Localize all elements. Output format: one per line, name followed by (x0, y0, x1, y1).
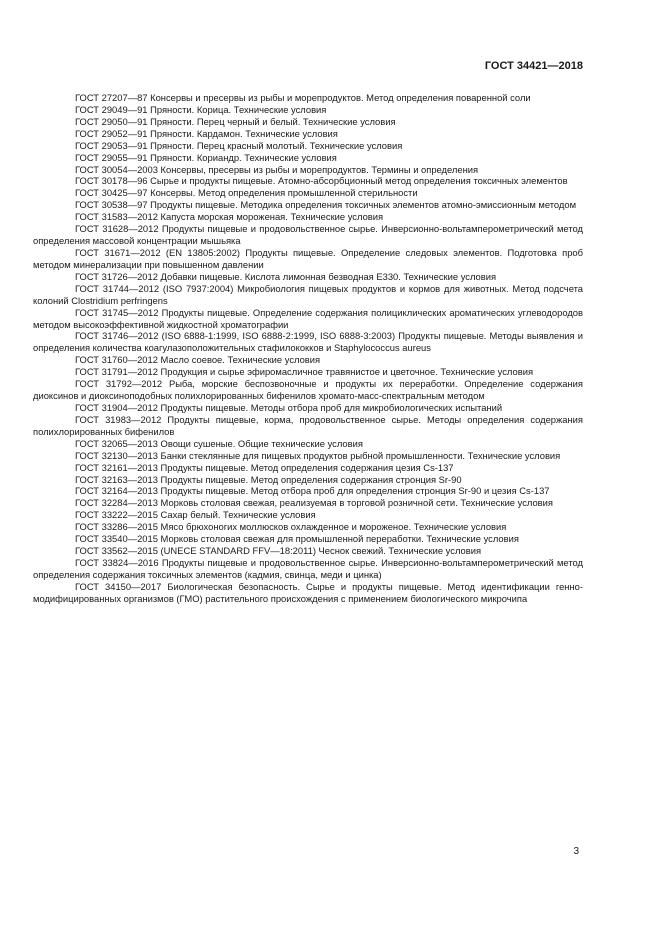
page-number: 3 (573, 846, 579, 857)
reference-item: ГОСТ 33222—2015 Сахар белый. Технические условия (75, 509, 316, 521)
reference-item: ГОСТ 32065—2013 Овощи сушеные. Общие технические условия (75, 437, 363, 449)
reference-item: ГОСТ 32161—2013 Продукты пищевые. Метод определения содержания цезия Cs-137 (75, 461, 454, 473)
reference-item: ГОСТ 32164—2013 Продукты пищевые. Метод отбора проб для определения стронция Sr-90 и цезия Cs-137 (75, 485, 550, 497)
normative-references-list (33, 92, 583, 605)
reference-item: ГОСТ 30178—96 Сырье и продукты пищевые. Атомно-абсорбционный метод определения токсичных элементов (75, 175, 568, 187)
reference-item: ГОСТ 33562—2015 (UNECE STANDARD FFV—18:2011) Чеснок свежий. Технические условия (75, 545, 482, 557)
reference-item: ГОСТ 33540—2015 Морковь столовая свежая для промышленной переработки. Технические условия (75, 533, 519, 545)
reference-item: ГОСТ 33824—2016 Продукты пищевые и продовольственное сырье. Инверсионно-вольтамперометрический метод определения содержания токсичных элементов (кадмия, свинца, меди и цинка) (33, 556, 583, 580)
reference-item: ГОСТ 32284—2013 Морковь столовая свежая, реализуемая в торговой розничной сети. Технические условия (75, 497, 553, 509)
reference-item: ГОСТ 27207—87 Консервы и пресервы из рыбы и морепродуктов. Метод определения поваренной соли (75, 92, 531, 103)
reference-item: ГОСТ 31744—2012 (ISO 7937:2004) Микробиология пищевых продуктов и кормов для животных. Метод подсчета колоний Clostridium perfringens (33, 282, 583, 306)
reference-item: ГОСТ 29052—91 Пряности. Кардамон. Технические условия (75, 127, 338, 139)
reference-item: ГОСТ 31746—2012 (ISO 6888-1:1999, ISO 6888-2:1999, ISO 6888-3:2003) Продукты пищевые. Методы выявления и определения количества коагулазоположительных стафилококков и Staphylococcus aureus (33, 330, 583, 354)
reference-item: ГОСТ 31671—2012 (EN 13805:2002) Продукты пищевые. Определение следовых элементов. Подготовка проб методом минерализации при повышенном давлении (33, 246, 583, 270)
reference-item: ГОСТ 31760—2012 Масло соевое. Технические условия (75, 354, 321, 366)
reference-item: ГОСТ 31791—2012 Продукция и сырье эфиромасличное травянистое и цветочное. Технические условия (75, 366, 534, 378)
reference-item: ГОСТ 31583—2012 Капуста морская мороженая. Технические условия (75, 211, 384, 223)
reference-item: ГОСТ 32163—2013 Продукты пищевые. Метод определения содержания стронция Sr-90 (75, 473, 462, 485)
reference-item: ГОСТ 34150—2017 Биологическая безопасность. Сырье и продукты пищевые. Метод идентификации генно-модифицированных организмов (ГМО) растительного происхождения с применением биологического микрочипа (33, 580, 583, 604)
reference-item: ГОСТ 33286—2015 Мясо брюхоногих моллюсков охлажденное и мороженое. Технические условия (75, 521, 507, 533)
reference-item: ГОСТ 31792—2012 Рыба, морские беспозвоночные и продукты их переработки. Определение содержания диоксинов и диоксиноподобных полихлорированных бифенилов хромато-масс-спектральным методом (33, 378, 583, 402)
reference-item: ГОСТ 31983—2012 Продукты пищевые, корма, продовольственное сырье. Методы определения содержания полихлорированных бифенилов (33, 413, 583, 437)
reference-item: ГОСТ 29049—91 Пряности. Корица. Технические условия (75, 103, 327, 115)
reference-item: ГОСТ 29050—91 Пряности. Перец черный и белый. Технические условия (75, 115, 396, 127)
document-code-header: ГОСТ 34421—2018 (484, 60, 583, 72)
reference-item: ГОСТ 31726—2012 Добавки пищевые. Кислота лимонная безводная E330. Технические условия (75, 270, 497, 282)
reference-item: ГОСТ 31628—2012 Продукты пищевые и продовольственное сырье. Инверсионно-вольтамперометрический метод определения массовой концентрации мышьяка (33, 223, 583, 247)
reference-item: ГОСТ 29055—91 Пряности. Кориандр. Технические условия (75, 151, 337, 163)
reference-item: ГОСТ 30054—2003 Консервы, пресервы из рыбы и морепродуктов. Термины и определения (75, 163, 479, 175)
reference-item: ГОСТ 29053—91 Пряности. Перец красный молотый. Технические условия (75, 139, 403, 151)
reference-item: ГОСТ 32130—2013 Банки стеклянные для пищевых продуктов рыбной промышленности. Технические условия (75, 449, 561, 461)
reference-item: ГОСТ 31745—2012 Продукты пищевые. Определение содержания полициклических ароматических углеводородов методом высокоэффективной жидкостной хроматографии (33, 306, 583, 330)
reference-item: ГОСТ 30425—97 Консервы. Метод определения промышленной стерильности (75, 187, 418, 199)
reference-item: ГОСТ 30538—97 Продукты пищевые. Методика определения токсичных элементов атомно-эмиссионным методом (75, 199, 577, 211)
reference-item: ГОСТ 31904—2012 Продукты пищевые. Методы отбора проб для микробиологических испытаний (75, 401, 503, 413)
